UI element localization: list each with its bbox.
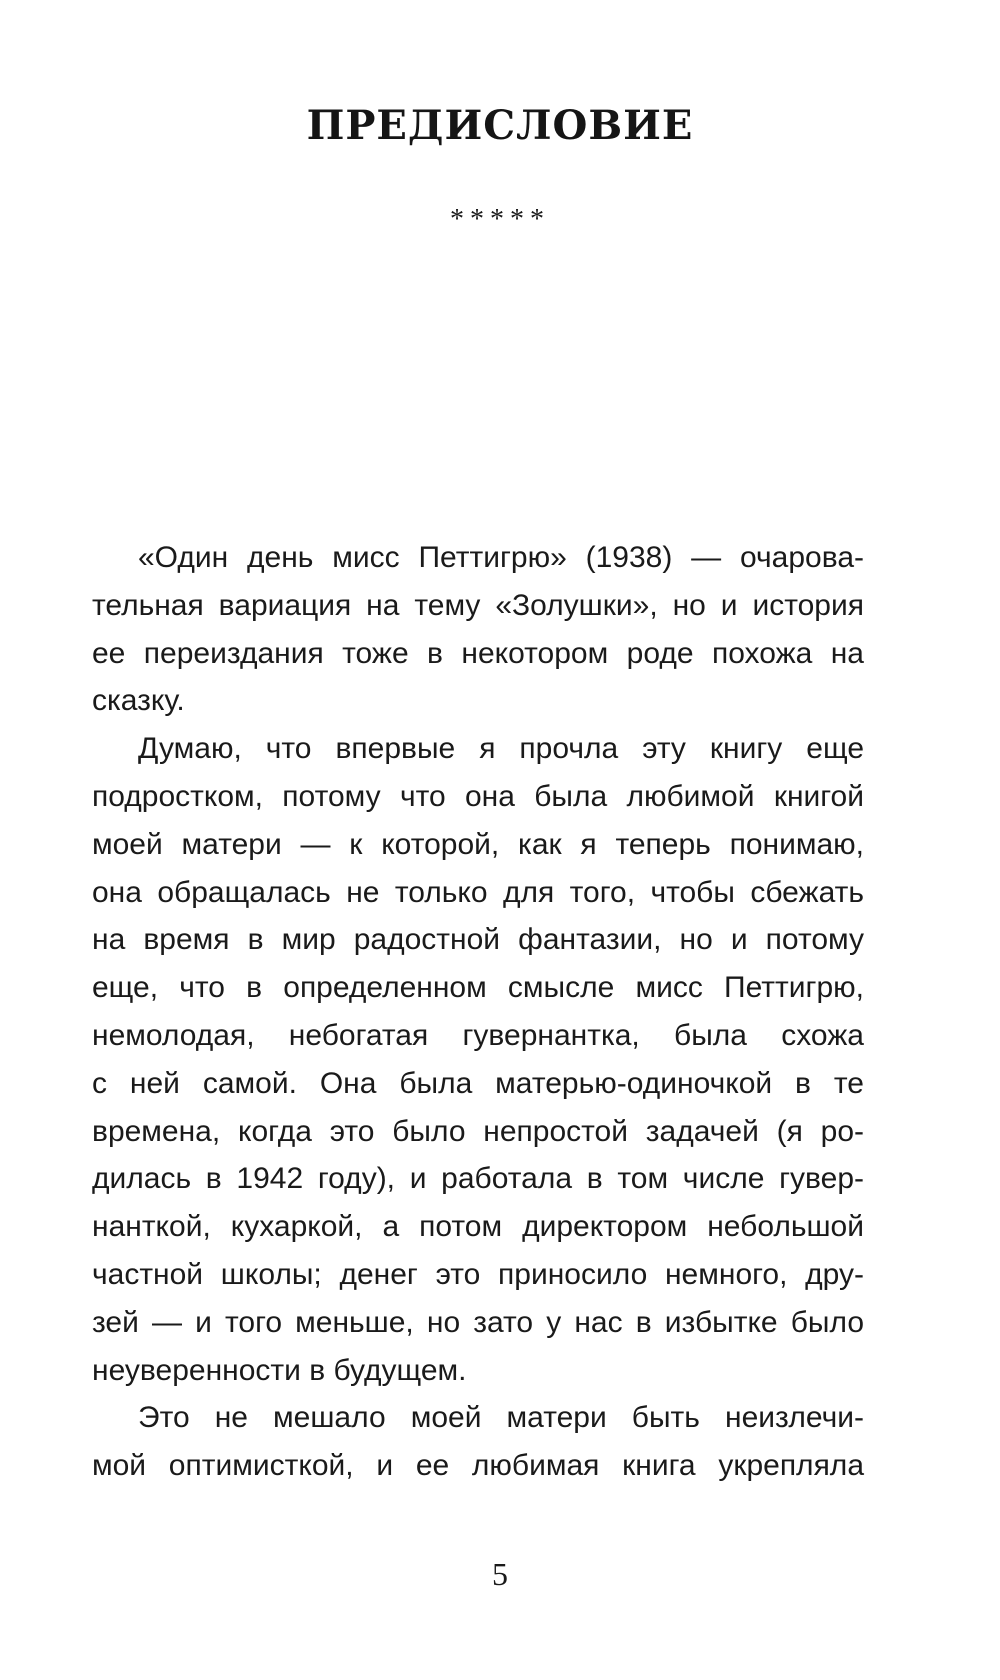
text-line: Думаю, что впервые я прочла эту книгу еще [138, 732, 864, 766]
section-separator: ***** [450, 204, 550, 235]
text-line: на время в мир радостной фантазии, но и потому [92, 923, 864, 957]
text-line: еще, что в определенном смысле мисс Петтигрю, [92, 971, 864, 1005]
text-line: ее переиздания тоже в некотором роде похожа на [92, 636, 864, 670]
text-line: моей матери — к которой, как я теперь понимаю, [92, 827, 864, 861]
page-number: 5 [492, 1556, 508, 1592]
text-line: с ней самой. Она была матерью-одиночкой в те [92, 1066, 864, 1100]
text-line: сказку. [92, 684, 185, 718]
text-line: зей — и того меньше, но зато у нас в избытке было [92, 1305, 864, 1339]
text-line: «Один день мисс Петтигрю» (1938) — очарова- [138, 541, 864, 574]
text-line: Это не мешало моей матери быть неизлечи- [138, 1401, 864, 1435]
text-line: тельная вариация на тему «Золушки», но и история [92, 588, 864, 622]
text-line: времена, когда это было непростой задачей (я ро- [92, 1114, 864, 1148]
text-line: неуверенности в будущем. [92, 1353, 467, 1387]
text-line: частной школы; денег это приносило немного, дру- [92, 1257, 864, 1291]
text-line: нанткой, кухаркой, а потом директором небольшой [92, 1210, 864, 1244]
chapter-title: ПРЕДИСЛОВИЕ [306, 102, 694, 149]
body-text [92, 534, 864, 1490]
text-line: она обращалась не только для того, чтобы сбежать [92, 875, 864, 909]
text-line: дилась в 1942 году), и работала в том числе гувер- [92, 1162, 864, 1196]
text-line: мой оптимисткой, и ее любимая книга укрепляла [92, 1449, 864, 1483]
text-line: немолодая, небогатая гувернантка, была схожа [92, 1018, 864, 1052]
text-line: подростком, потому что она была любимой книгой [92, 779, 864, 813]
